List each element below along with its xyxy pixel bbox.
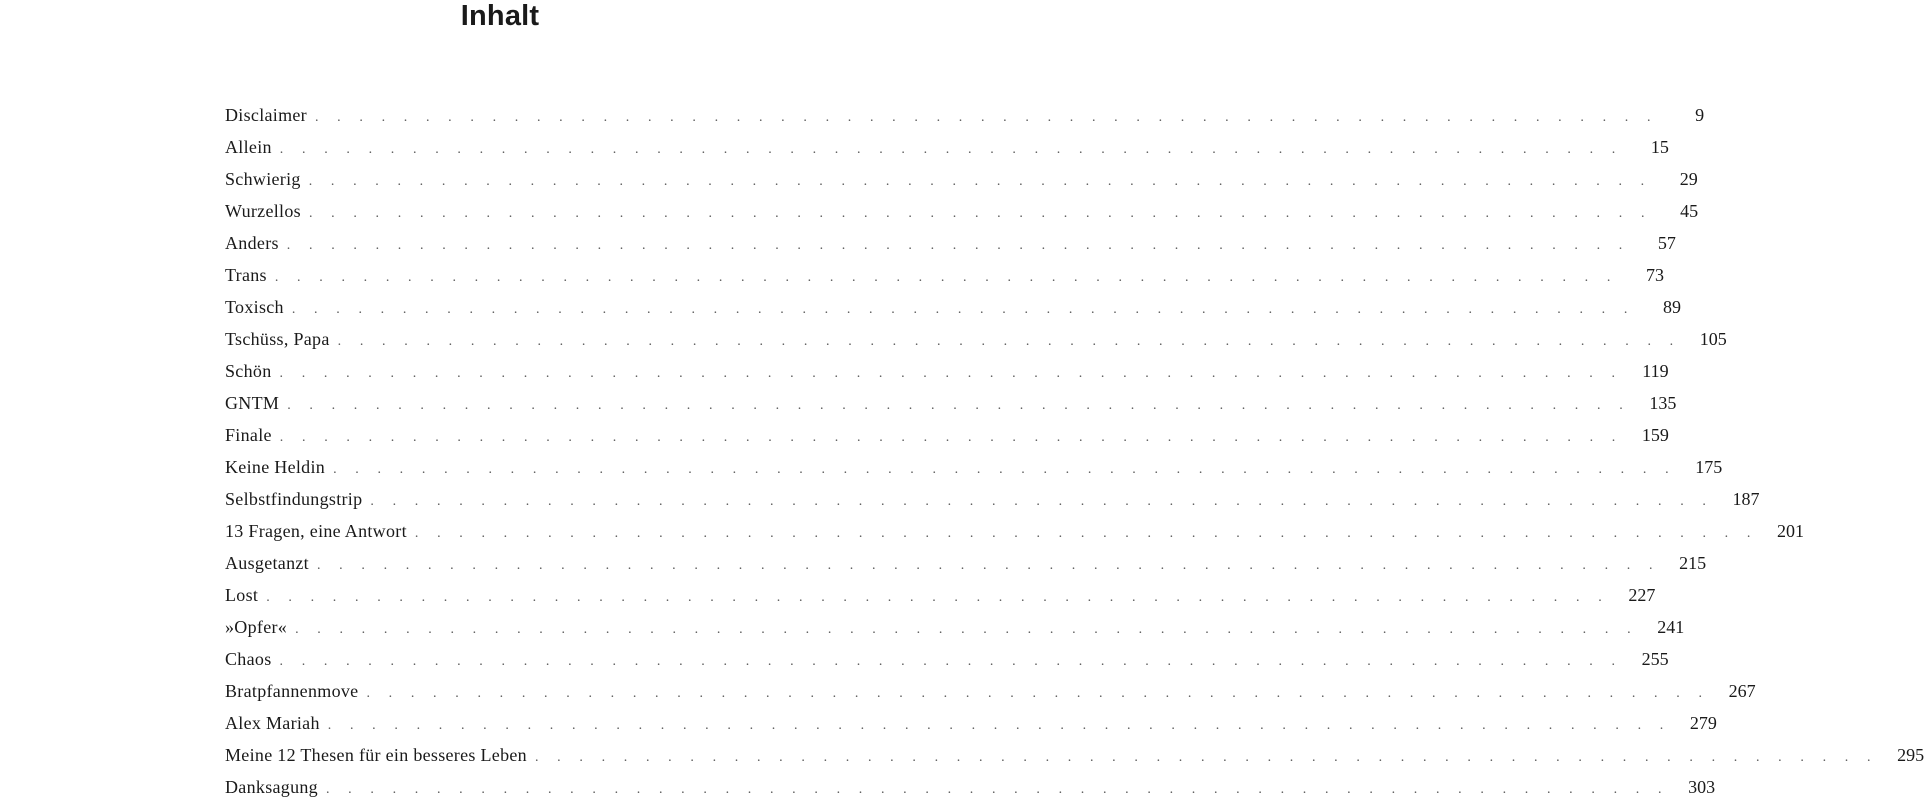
toc-entry-page-number: 89 <box>1662 297 1681 317</box>
toc-entry-title: Finale <box>225 425 272 445</box>
toc-entry-page-number: 57 <box>1657 233 1676 253</box>
toc-entry <box>225 451 1723 483</box>
toc-entry-page-number: 9 <box>1695 105 1705 125</box>
toc-entry-page-number: 159 <box>1641 425 1669 445</box>
toc-entry <box>225 611 1685 643</box>
toc-entry-title: Selbstfindungstrip <box>225 489 363 509</box>
toc-entry <box>225 739 1924 771</box>
toc-entry-title: Schön <box>225 361 272 381</box>
toc-entry-title: Schwierig <box>225 169 301 189</box>
toc-entry <box>225 707 1717 739</box>
toc-entry-title: Danksagung <box>225 777 318 797</box>
toc-entry-page-number: 279 <box>1689 713 1717 733</box>
toc-entry-page-number: 267 <box>1728 681 1756 701</box>
toc-entry-page-number: 255 <box>1641 649 1669 669</box>
toc-dot-leader: . . . . . . . . . . . . . . . . . . . . . . . . . . . . . . . . . . . . . . . . . . . . . . . . . . . . . . . . . . . . . <box>366 686 1710 701</box>
toc-dot-leader: . . . . . . . . . . . . . . . . . . . . . . . . . . . . . . . . . . . . . . . . . . . . . . . . . . . . . . . . . . . . . <box>287 398 1631 413</box>
toc-entry <box>225 515 1804 547</box>
toc-dot-leader: . . . . . . . . . . . . . . . . . . . . . . . . . . . . . . . . . . . . . . . . . . . . . . . . . . . . . . . . . . . . . <box>295 622 1639 637</box>
toc-entry-page-number: 175 <box>1695 457 1723 477</box>
toc-entry-page-number: 303 <box>1688 777 1716 797</box>
toc-entry <box>225 675 1756 707</box>
toc-dot-leader: . . . . . . . . . . . . . . . . . . . . . . . . . . . . . . . . . . . . . . . . . . . . . . . . . . . . . . . . . . . . . <box>370 494 1714 509</box>
toc-entry-title: Anders <box>225 233 279 253</box>
toc-entry <box>225 227 1676 259</box>
toc-dot-leader: . . . . . . . . . . . . . . . . . . . . . . . . . . . . . . . . . . . . . . . . . . . . . . . . . . . . . . . . . . . . . <box>414 526 1758 541</box>
toc-entry-title: Alex Mariah <box>225 713 320 733</box>
toc-entry-title: Keine Heldin <box>225 457 326 477</box>
toc-entry-page-number: 201 <box>1776 521 1804 541</box>
toc-dot-leader: . . . . . . . . . . . . . . . . . . . . . . . . . . . . . . . . . . . . . . . . . . . . . . . . . . . . . . . . . . . . . <box>327 718 1671 733</box>
toc-entry <box>225 771 1716 803</box>
toc-entry-title: Toxisch <box>225 297 284 317</box>
toc-entry-page-number: 215 <box>1679 553 1707 573</box>
toc-entry-page-number: 73 <box>1645 265 1664 285</box>
toc-dot-leader: . . . . . . . . . . . . . . . . . . . . . . . . . . . . . . . . . . . . . . . . . . . . . . . . . . . . . . . . . . . . . <box>279 654 1623 669</box>
toc-entry-page-number: 29 <box>1679 169 1698 189</box>
toc-entry <box>225 163 1698 195</box>
toc-entry-page-number: 105 <box>1699 329 1727 349</box>
toc-dot-leader: . . . . . . . . . . . . . . . . . . . . . . . . . . . . . . . . . . . . . . . . . . . . . . . . . . . . . . . . . . . . . <box>266 590 1610 605</box>
toc-entry-title: Chaos <box>225 649 272 669</box>
toc-dot-leader: . . . . . . . . . . . . . . . . . . . . . . . . . . . . . . . . . . . . . . . . . . . . . . . . . . . . . . . . . . . . . <box>291 302 1635 317</box>
toc-entry-page-number: 227 <box>1628 585 1656 605</box>
toc-dot-leader: . . . . . . . . . . . . . . . . . . . . . . . . . . . . . . . . . . . . . . . . . . . . . . . . . . . . . . . . . . . . . <box>279 366 1623 381</box>
toc-entry-title: Tschüss, Papa <box>225 329 330 349</box>
toc-dot-leader: . . . . . . . . . . . . . . . . . . . . . . . . . . . . . . . . . . . . . . . . . . . . . . . . . . . . . . . . . . . . . <box>308 206 1653 221</box>
toc-dot-leader: . . . . . . . . . . . . . . . . . . . . . . . . . . . . . . . . . . . . . . . . . . . . . . . . . . . . . . . . . . . . . <box>314 110 1659 125</box>
toc-entry-title: Allein <box>225 137 272 157</box>
toc-entry <box>225 99 1705 131</box>
toc-entry-title: GNTM <box>225 393 280 413</box>
toc-entry-title: 13 Fragen, eine Antwort <box>225 521 407 541</box>
toc-dot-leader: . . . . . . . . . . . . . . . . . . . . . . . . . . . . . . . . . . . . . . . . . . . . . . . . . . . . . . . . . . . . . <box>534 750 1879 765</box>
toc-dot-leader: . . . . . . . . . . . . . . . . . . . . . . . . . . . . . . . . . . . . . . . . . . . . . . . . . . . . . . . . . . . . . <box>308 174 1652 189</box>
toc-entry <box>225 483 1760 515</box>
toc-dot-leader: . . . . . . . . . . . . . . . . . . . . . . . . . . . . . . . . . . . . . . . . . . . . . . . . . . . . . . . . . . . . . <box>274 270 1618 285</box>
page-title: Inhalt <box>460 0 540 32</box>
toc-entry <box>225 643 1669 675</box>
toc-dot-leader: . . . . . . . . . . . . . . . . . . . . . . . . . . . . . . . . . . . . . . . . . . . . . . . . . . . . . . . . . . . . . <box>286 238 1630 253</box>
toc-entry-title: Meine 12 Thesen für ein besseres Leben <box>225 745 527 765</box>
toc-entry-title: Lost <box>225 585 259 605</box>
toc-entry-page-number: 187 <box>1732 489 1760 509</box>
toc-entry-page-number: 15 <box>1650 137 1669 157</box>
toc-entry-title: Bratpfannenmove <box>225 681 359 701</box>
toc-entry-title: Disclaimer <box>225 105 307 125</box>
toc-dot-leader: . . . . . . . . . . . . . . . . . . . . . . . . . . . . . . . . . . . . . . . . . . . . . . . . . . . . . . . . . . . . . <box>316 558 1661 573</box>
toc-entry <box>225 131 1669 163</box>
toc-entry-page-number: 45 <box>1680 201 1699 221</box>
toc-entry <box>225 291 1681 323</box>
toc-entry-page-number: 295 <box>1897 745 1924 765</box>
toc-dot-leader: . . . . . . . . . . . . . . . . . . . . . . . . . . . . . . . . . . . . . . . . . . . . . . . . . . . . . . . . . . . . . <box>279 142 1623 157</box>
toc-dot-leader: . . . . . . . . . . . . . . . . . . . . . . . . . . . . . . . . . . . . . . . . . . . . . . . . . . . . . . . . . . . . . <box>279 430 1623 445</box>
toc-entry <box>225 323 1727 355</box>
toc-dot-leader: . . . . . . . . . . . . . . . . . . . . . . . . . . . . . . . . . . . . . . . . . . . . . . . . . . . . . . . . . . . . . <box>325 782 1670 797</box>
toc-entry <box>225 355 1669 387</box>
toc-entry-page-number: 119 <box>1642 361 1669 381</box>
toc-entry-title: Trans <box>225 265 267 285</box>
table-of-contents <box>225 99 1924 803</box>
toc-entry-title: Ausgetanzt <box>225 553 309 573</box>
toc-entry-title: »Opfer« <box>225 617 288 637</box>
toc-entry <box>225 547 1707 579</box>
toc-entry <box>225 579 1656 611</box>
toc-dot-leader: . . . . . . . . . . . . . . . . . . . . . . . . . . . . . . . . . . . . . . . . . . . . . . . . . . . . . . . . . . . . . <box>333 462 1677 477</box>
toc-entry-title: Wurzellos <box>225 201 301 221</box>
toc-entry <box>225 387 1677 419</box>
toc-entry-page-number: 135 <box>1649 393 1677 413</box>
toc-entry-page-number: 241 <box>1657 617 1685 637</box>
toc-entry <box>225 195 1699 227</box>
toc-entry <box>225 419 1669 451</box>
toc-entry <box>225 259 1664 291</box>
toc-dot-leader: . . . . . . . . . . . . . . . . . . . . . . . . . . . . . . . . . . . . . . . . . . . . . . . . . . . . . . . . . . . . . <box>337 334 1681 349</box>
